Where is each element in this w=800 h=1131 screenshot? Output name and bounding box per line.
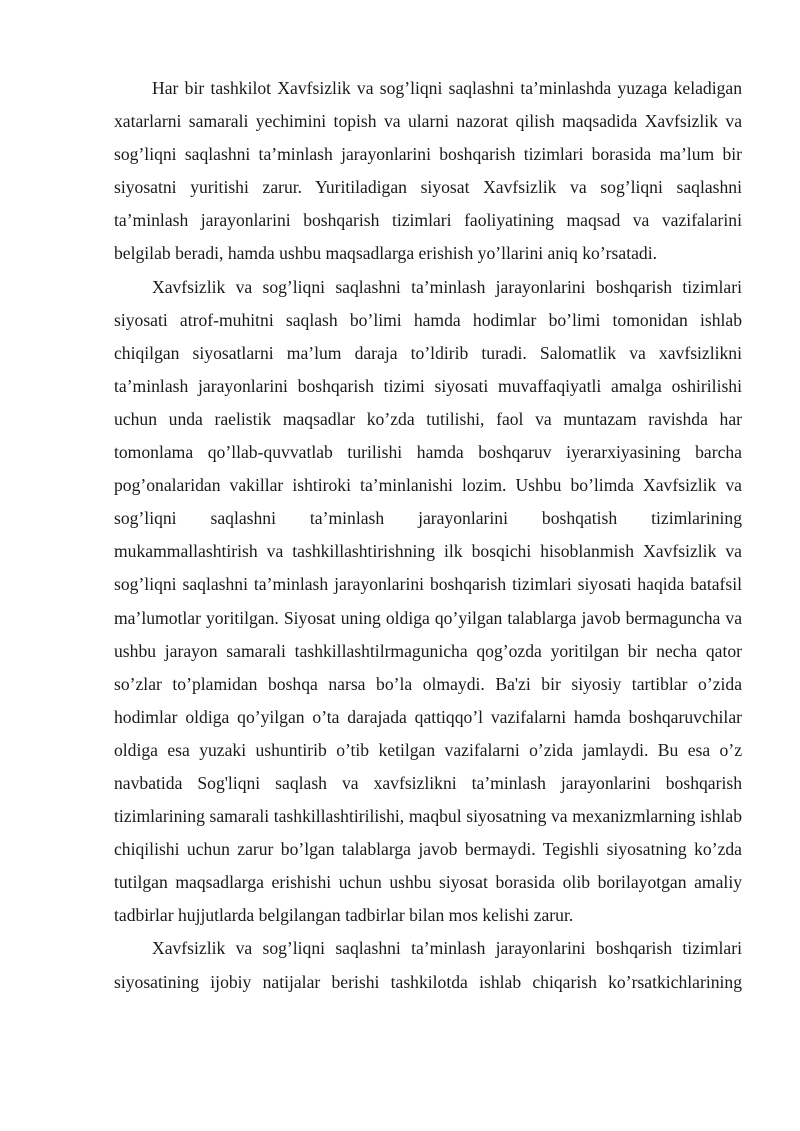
document-page xyxy=(114,72,742,999)
paragraph-1: Har bir tashkilot Xavfsizlik va sog’liqni saqlashni ta’minlashda yuzaga keladigan xatarlarni samarali yechimini topish va ularni nazorat qilish maqsadida Xavfsizlik va sog’liqni saqlashni ta’minlash jarayonlarini boshqarish tizimlari borasida ma’lum bir siyosatni yuritishi zarur. Yuritiladigan siyosat Xavfsizlik va sog’liqni saqlashni ta’minlash jarayonlarini boshqarish tizimlari faoliyatining maqsad va vazifalarini belgilab beradi, hamda ushbu maqsadlarga erishish yo’llarini aniq ko’rsatadi. xyxy=(114,78,742,264)
paragraph-3: Xavfsizlik va sog’liqni saqlashni ta’minlash jarayonlarini boshqarish tizimlari siyosatining ijobiy natijalar berishi tashkilotda ishlab chiqarish ko’rsatkichlarining xyxy=(114,938,742,992)
paragraph-2: Xavfsizlik va sog’liqni saqlashni ta’minlash jarayonlarini boshqarish tizimlari siyosati atrof-muhitni saqlash bo’limi hamda hodimlar bo’limi tomonidan ishlab chiqilgan siyosatlarni ma’lum daraja to’ldirib turadi. Salomatlik va xavfsizlikni ta’minlash jarayonlarini boshqarish tizimi siyosati muvaffaqiyatli amalga oshirilishi uchun unda raelistik maqsadlar ko’zda tutilishi, faol va muntazam ravishda har tomonlama qo’llab-quvvatlab turilishi hamda boshqaruv iyerarxiyasining barcha pog’onalaridan vakillar ishtiroki ta’minlanishi lozim. Ushbu bo’limda Xavfsizlik va sog’liqni saqlashni ta’minlash jarayonlarini boshqatish tizimlarining mukammallashtirish va tashkillashtirishning ilk bosqichi hisoblanmish Xavfsizlik va sog’liqni saqlashni ta’minlash jarayonlarini boshqarish tizimlari siyosati haqida batafsil ma’lumotlar yoritilgan. Siyosat uning oldiga qo’yilgan talablarga javob bermaguncha va ushbu jarayon samarali tashkillashtilrmagunicha qog’ozda yoritilgan bir necha qator so’zlar to’plamidan boshqa narsa bo’la olmaydi. Ba'zi bir siyosiy tartiblar o’zida hodimlar oldiga qo’yilgan o’ta darajada qattiqqo’l vazifalarni hamda boshqaruvchilar oldiga esa yuzaki ushuntirib o’tib ketilgan vazifalarni o’zida jamlaydi. Bu esa o’z navbatida Sog'liqni saqlash va xavfsizlikni ta’minlash jarayonlarini boshqarish tizimlarining samarali tashkillashtirilishi, maqbul siyosatning va mexanizmlarning ishlab chiqilishi uchun zarur bo’lgan talablarga javob bermaydi. Tegishli siyosatning ko’zda tutilgan maqsadlarga erishishi uchun ushbu siyosat borasida olib borilayotgan amaliy tadbirlar hujjutlarda belgilangan tadbirlar bilan mos kelishi zarur. xyxy=(114,276,742,926)
